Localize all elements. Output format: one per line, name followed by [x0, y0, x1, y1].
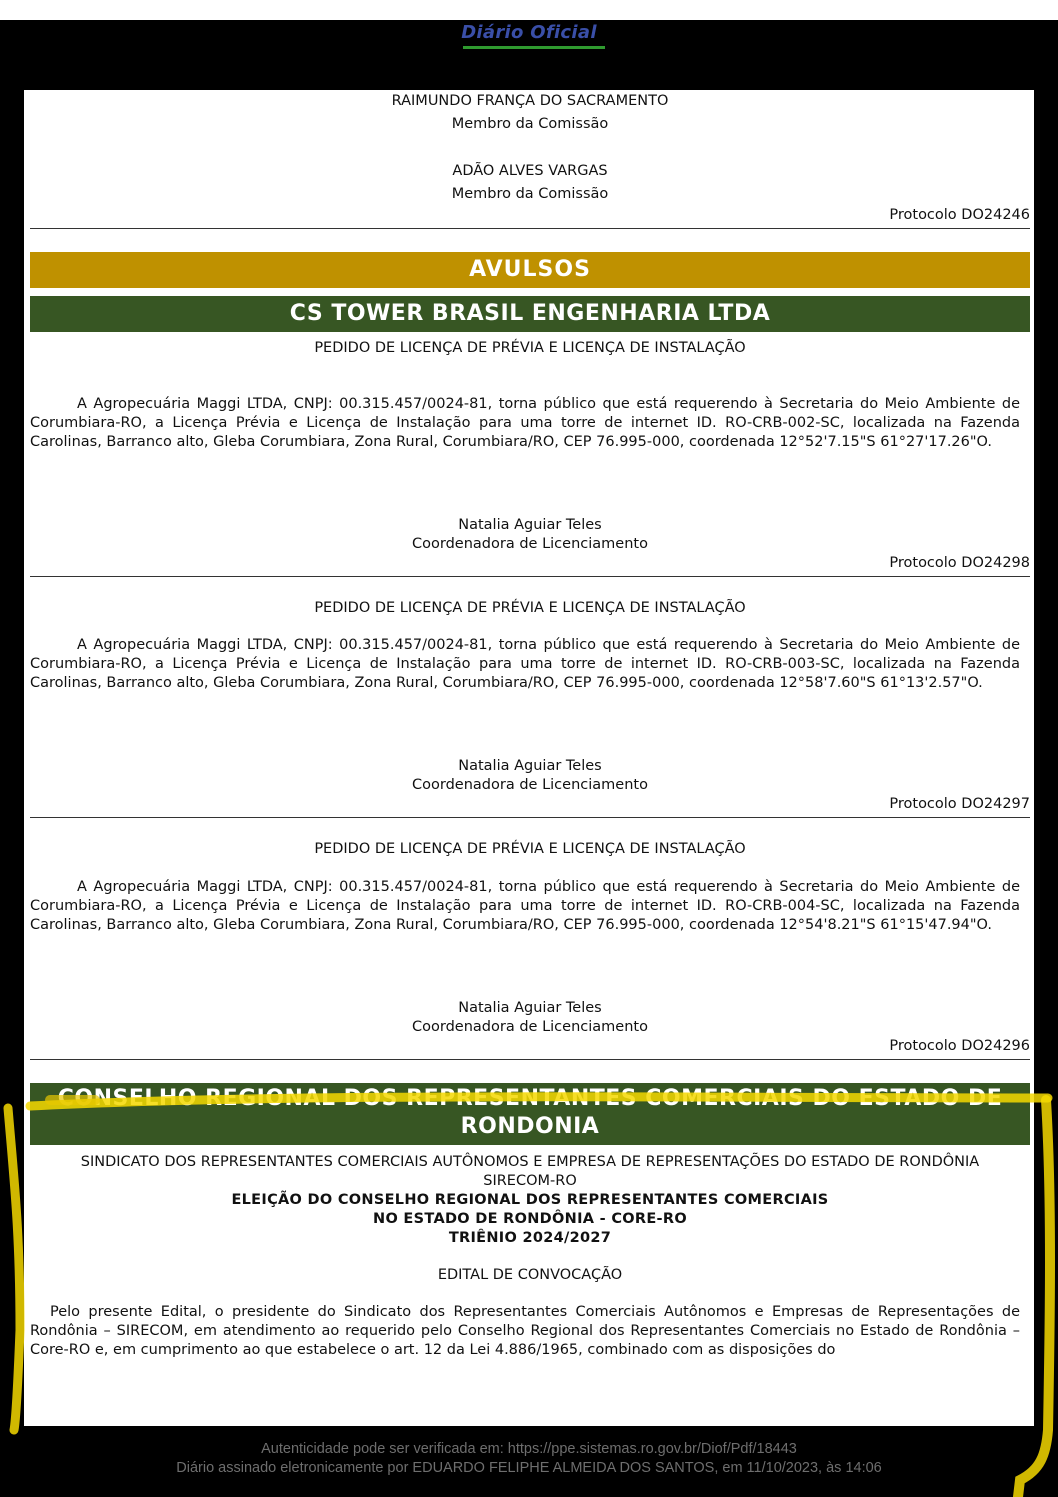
- signer-name: RAIMUNDO FRANÇA DO SACRAMENTO: [391, 93, 669, 109]
- signer-role: Coordenadora de Licenciamento: [412, 1019, 648, 1035]
- signer-role: Membro da Comissão: [451, 116, 609, 132]
- sindicato-name: SINDICATO DOS REPRESENTANTES COMERCIAIS AUTÔNOMOS E EMPRESA DE REPRESENTAÇÕES DO ESTADO DE RONDÔNIA: [80, 1154, 980, 1170]
- election-subtitle: NO ESTADO DE RONDÔNIA - CORE-RO: [373, 1211, 687, 1227]
- edital-body: Pelo presente Edital, o presidente do Sindicato dos Representantes Comerciais Autônomos e Empresas de Representações de Rondônia – SIRECOM, em atendimento ao requerido pelo Conselho Regional dos Representantes Comerciais no Estado de Rondônia – Core-RO e, em cumprimento ao que estabelece o art. 12 da Lei 4.886/1965, combinado com as disposições do: [30, 1304, 1020, 1358]
- section-title-avulsos: AVULSOS: [30, 252, 1030, 288]
- diario-oficial-logo: Diário Oficial: [461, 22, 597, 43]
- signer-role: Coordenadora de Licenciamento: [412, 777, 648, 793]
- page-footer: [0, 1440, 1058, 1478]
- license-notice: [30, 818, 1030, 1060]
- signer-role: Membro da Comissão: [451, 186, 609, 202]
- council-title: CONSELHO REGIONAL DOS REPRESENTANTES COMERCIAIS DO ESTADO DE RONDONIA: [30, 1083, 1030, 1145]
- authenticity-link-text: Autenticidade pode ser verificada em: https://ppe.sistemas.ro.gov.br/Diof/Pdf/18443: [261, 1441, 797, 1457]
- signer-name: Natalia Aguiar Teles: [458, 517, 602, 533]
- sindicato-acronym: SIRECOM-RO: [483, 1173, 577, 1189]
- notice-subtitle: PEDIDO DE LICENÇA DE PRÉVIA E LICENÇA DE INSTALAÇÃO: [314, 340, 746, 356]
- signature-info: Diário assinado eletronicamente por EDUARDO FELIPHE ALMEIDA DOS SANTOS, em 11/10/2023, às 14:06: [176, 1460, 882, 1476]
- protocol-number: Protocolo DO24298: [889, 555, 1030, 571]
- signer-name: Natalia Aguiar Teles: [458, 758, 602, 774]
- signer-name: ADÃO ALVES VARGAS: [452, 163, 608, 179]
- protocol-number: Protocolo DO24246: [889, 207, 1030, 223]
- edital-heading: EDITAL DE CONVOCAÇÃO: [437, 1267, 623, 1283]
- notice-body: A Agropecuária Maggi LTDA, CNPJ: 00.315.457/0024-81, torna público que está requerendo à Secretaria do Meio Ambiente de Corumbiara-RO, a Licença Prévia e Licença de Instalação para uma torre de internet ID. RO-CRB-003-SC, localizada na Fazenda Carolinas, Barranco alto, Gleba Corumbiara, Zona Rural, Corumbiara/RO, CEP 76.995-000, coordenada 12°58'7.60"S 61°13'2.57"O.: [30, 637, 1020, 691]
- election-term: TRIÊNIO 2024/2027: [448, 1230, 612, 1246]
- protocol-number: Protocolo DO24297: [889, 796, 1030, 812]
- signer-name: Natalia Aguiar Teles: [458, 1000, 602, 1016]
- signer-role: Coordenadora de Licenciamento: [412, 536, 648, 552]
- election-title: ELEIÇÃO DO CONSELHO REGIONAL DOS REPRESENTANTES COMERCIAIS: [231, 1192, 829, 1208]
- page-content: [30, 90, 1030, 1360]
- notice-subtitle: PEDIDO DE LICENÇA DE PRÉVIA E LICENÇA DE INSTALAÇÃO: [314, 600, 746, 616]
- protocol-number: Protocolo DO24296: [889, 1038, 1030, 1054]
- license-notice: [30, 577, 1030, 818]
- logo-underline: [463, 46, 605, 49]
- commission-signatures: [30, 90, 1030, 229]
- document-page: [24, 90, 1034, 1426]
- notice-body: A Agropecuária Maggi LTDA, CNPJ: 00.315.457/0024-81, torna público que está requerendo à Secretaria do Meio Ambiente de Corumbiara-RO, a Licença Prévia e Licença de Instalação para uma torre de internet ID. RO-CRB-004-SC, localizada na Fazenda Carolinas, Barranco alto, Gleba Corumbiara, Zona Rural, Corumbiara/RO, CEP 76.995-000, coordenada 12°54'8.21"S 61°15'47.94"O.: [30, 879, 1020, 933]
- top-white-bar: [0, 0, 1058, 20]
- company-title-cs-tower: CS TOWER BRASIL ENGENHARIA LTDA: [30, 296, 1030, 332]
- notice-body: A Agropecuária Maggi LTDA, CNPJ: 00.315.457/0024-81, torna público que está requerendo à Secretaria do Meio Ambiente de Corumbiara-RO, a Licença Prévia e Licença de Instalação para uma torre de internet ID. RO-CRB-002-SC, localizada na Fazenda Carolinas, Barranco alto, Gleba Corumbiara, Zona Rural, Corumbiara/RO, CEP 76.995-000, coordenada 12°52'7.15"S 61°27'17.26"O.: [30, 396, 1020, 450]
- license-notice: [30, 332, 1030, 577]
- notice-subtitle: PEDIDO DE LICENÇA DE PRÉVIA E LICENÇA DE INSTALAÇÃO: [314, 841, 746, 857]
